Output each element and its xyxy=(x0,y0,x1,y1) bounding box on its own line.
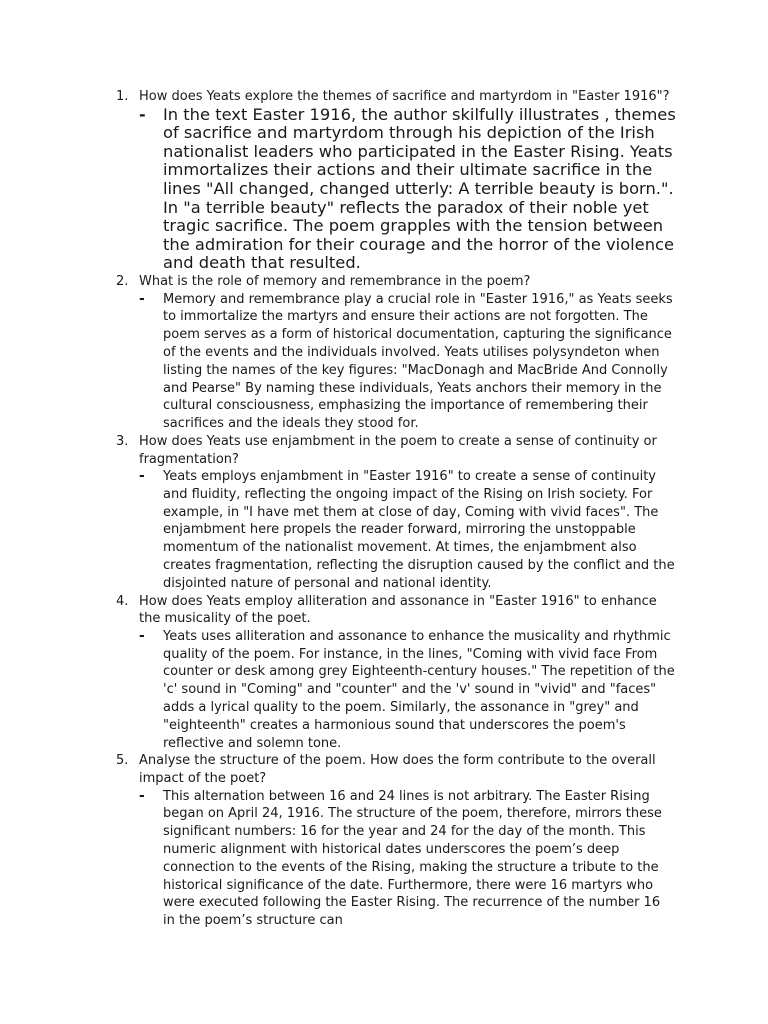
answer-text: Yeats employs enjambment in "Easter 1916" to create a sense of continuity and fluidity, reflecting the ongoing impact of the Rising on Irish society. For example, in "I have met them at close of day, Coming with vivid faces". The enjambment here propels the reader forward, mirroring the unstoppable momentum of the nationalist movement. At times, the enjambment also creates fragmentation, reflecting the disruption caused by the conflict and the disjointed nature of personal and national identity. xyxy=(163,469,675,591)
list-item xyxy=(116,433,676,593)
question-text: How does Yeats explore the themes of sacrifice and martyrdom in "Easter 1916"? xyxy=(139,89,670,104)
item-number: 4. xyxy=(116,593,129,609)
question-text: How does Yeats employ alliteration and assonance in "Easter 1916" to enhance the musicality of the poet. xyxy=(139,593,657,627)
dash-bullet: - xyxy=(139,468,145,485)
answer-text: This alternation between 16 and 24 lines is not arbitrary. The Easter Rising began on April 24, 1916. The structure of the poem, therefore, mirrors these significant numbers: 16 for the year and 24 for the day of the month. This numeric alignment with historical dates underscores the poem’s deep connection to the events of the Rising, making the structure a tribute to the historical significance of the date. Furthermore, there were 16 martyrs who were executed following the Easter Rising. The recurrence of the number 16 in the poem’s structure can xyxy=(163,788,662,929)
list-item xyxy=(116,593,676,753)
question-text: Analyse the structure of the poem. How does the form contribute to the overall impact of the poet? xyxy=(139,753,656,787)
question-text: How does Yeats use enjambment in the poem to create a sense of continuity or fragmentation? xyxy=(139,433,657,467)
item-number: 3. xyxy=(116,433,129,449)
dash-bullet: - xyxy=(139,787,145,804)
answer-text: In the text Easter 1916, the author skilfully illustrates , themes of sacrifice and martyrdom through his depiction of the Irish nationalist leaders who participated in the Easter Rising. Yeats immortalizes their actions and their ultimate sacrifice in the lines "All changed, changed utterly: A terrible beauty is born.". In "a terrible beauty" reflects the paradox of their noble yet tragic sacrifice. The poem grapples with the tension between the admiration for their courage and the horror of the violence and death that resulted. xyxy=(163,104,676,273)
item-number: 1. xyxy=(116,89,129,104)
dash-bullet: - xyxy=(139,104,146,124)
answer-text: Yeats uses alliteration and assonance to enhance the musicality and rhythmic quality of the poem. For instance, in the lines, "Coming with vivid face From counter or desk among grey Eighteenth-century houses." The repetition of the 'c' sound in "Coming" and "counter" and the 'v' sound in "vivid" and "faces" adds a lyrical quality to the poem. Similarly, the assonance in "grey" and "eighteenth" creates a harmonious sound that underscores the poem's reflective and solemn tone. xyxy=(163,628,675,751)
answer-block xyxy=(139,291,676,433)
dash-bullet: - xyxy=(139,290,145,307)
answer-block xyxy=(139,468,676,593)
question-text: What is the role of memory and remembrance in the poem? xyxy=(139,273,531,289)
question-list xyxy=(116,88,676,930)
list-item xyxy=(116,88,676,273)
dash-bullet: - xyxy=(139,627,145,644)
answer-block xyxy=(139,628,676,753)
answer-block xyxy=(139,788,676,930)
item-number: 5. xyxy=(116,753,129,769)
list-item xyxy=(116,273,676,433)
answer-block xyxy=(139,106,676,273)
item-number: 2. xyxy=(116,273,129,289)
list-item xyxy=(116,752,676,930)
answer-text: Memory and remembrance play a crucial role in "Easter 1916," as Yeats seeks to immortalize the martyrs and ensure their actions are not forgotten. The poem serves as a form of historical documentation, capturing the significance of the events and the individuals involved. Yeats utilises polysyndeton when listing the names of the key figures: "MacDonagh and MacBride And Connolly and Pearse" By naming these individuals, Yeats anchors their memory in the cultural consciousness, emphasizing the importance of remembering their sacrifices and the ideals they stood for. xyxy=(163,291,673,432)
